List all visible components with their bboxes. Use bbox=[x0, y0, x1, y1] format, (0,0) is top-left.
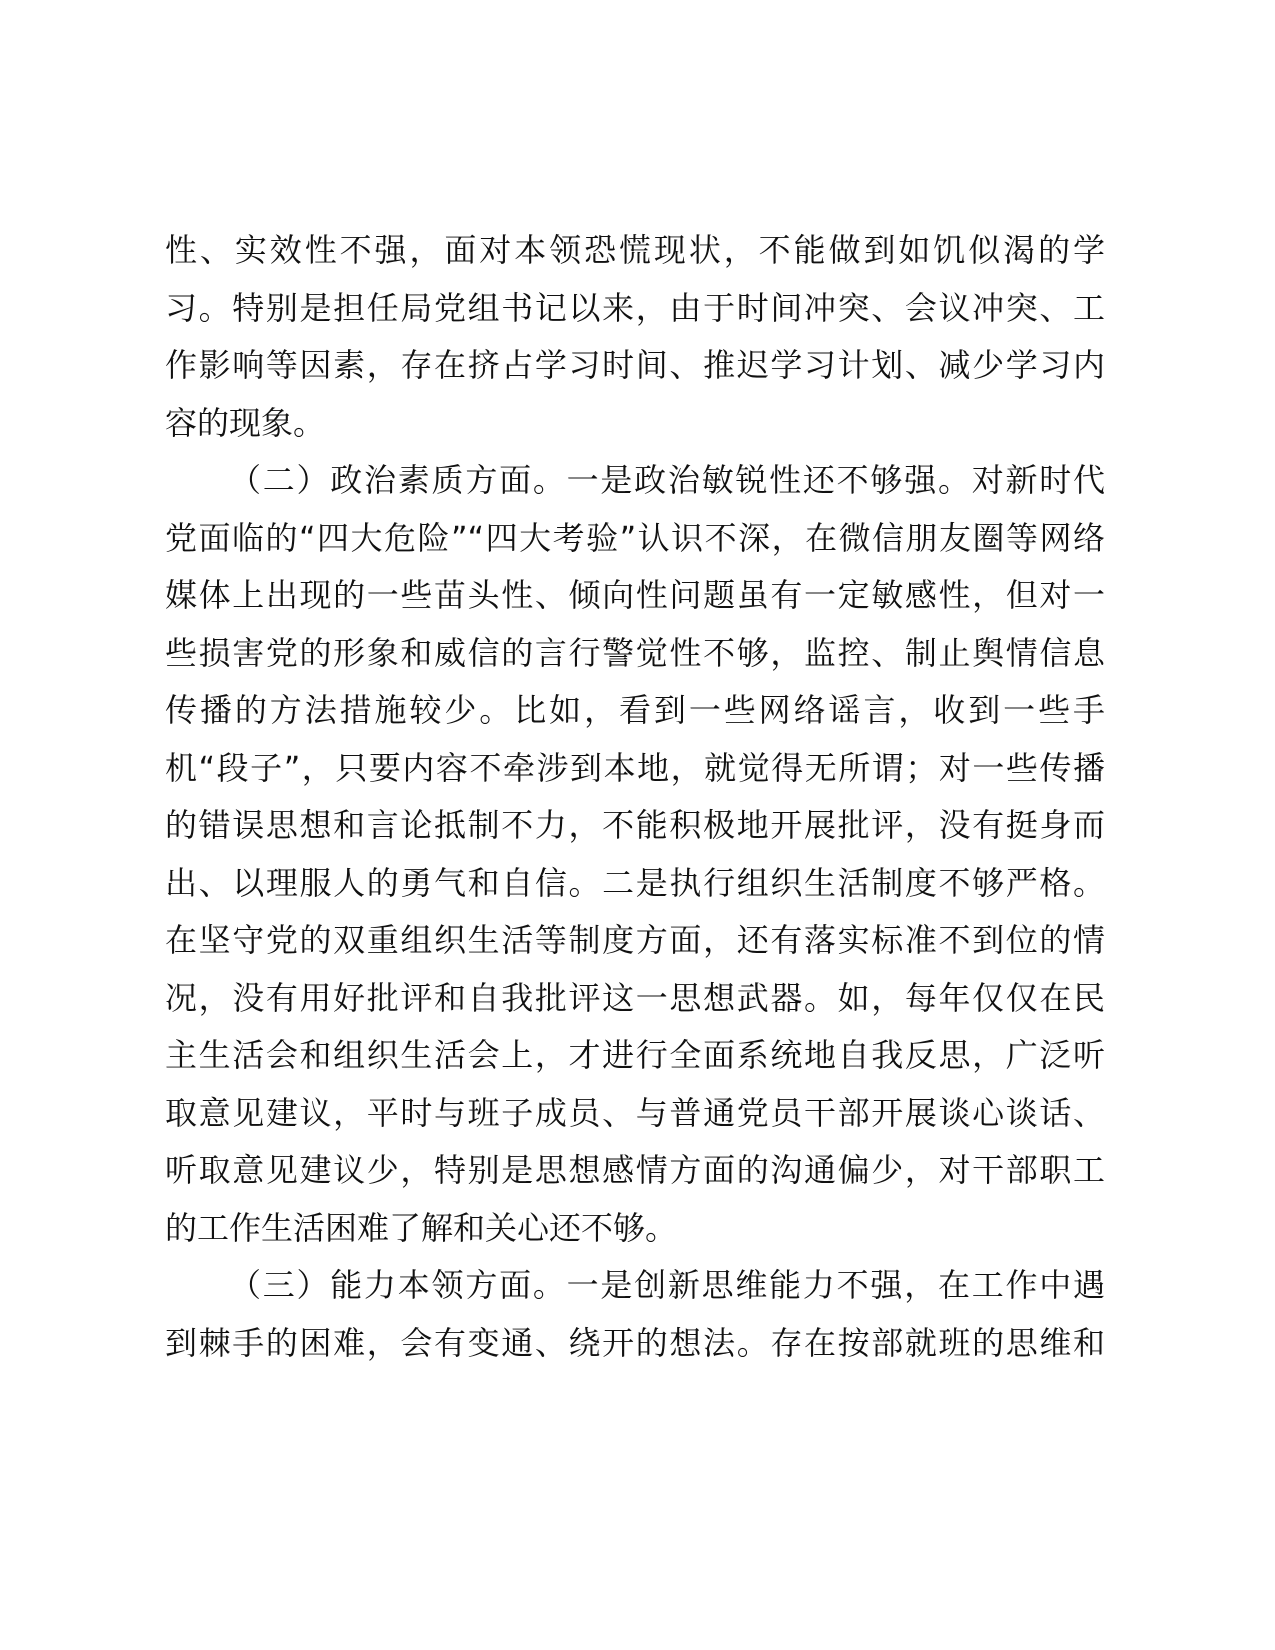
text-line: 到棘手的困难，会有变通、绕开的想法。存在按部就班的思维和 bbox=[165, 1323, 1105, 1362]
text-line: 作影响等因素，存在挤占学习时间、推迟学习计划、减少学习内 bbox=[165, 346, 1105, 384]
text-line: 主生活会和组织生活会上，才进行全面系统地自我反思，广泛听 bbox=[165, 1036, 1105, 1074]
text-line: 性、实效性不强，面对本领恐慌现状，不能做到如饥似渴的学 bbox=[165, 231, 1105, 269]
body-text bbox=[165, 222, 1105, 1372]
text-line: 传播的方法措施较少。比如，看到一些网络谣言，收到一些手 bbox=[165, 691, 1105, 729]
text-line: 况，没有用好批评和自我批评这一思想武器。如，每年仅仅在民 bbox=[165, 978, 1105, 1017]
text-line: 媒体上出现的一些苗头性、倾向性问题虽有一定敏感性，但对一 bbox=[165, 576, 1105, 614]
text-line: 党面临的“四大危险”“四大考验”认识不深，在微信朋友圈等网络 bbox=[165, 518, 1105, 557]
text-line: 的工作生活困难了解和关心还不够。 bbox=[165, 1208, 678, 1247]
text-line: 出、以理服人的勇气和自信。二是执行组织生活制度不够严格。 bbox=[165, 863, 1105, 902]
text-line: （三）能力本领方面。一是创新思维能力不强，在工作中遇 bbox=[229, 1266, 1105, 1304]
text-line: （二）政治素质方面。一是政治敏锐性还不够强。对新时代 bbox=[229, 461, 1105, 499]
text-line: 听取意见建议少，特别是思想感情方面的沟通偏少，对干部职工 bbox=[165, 1151, 1105, 1189]
text-line: 机“段子”，只要内容不牵涉到本地，就觉得无所谓；对一些传播 bbox=[165, 748, 1105, 787]
text-line: 些损害党的形象和威信的言行警觉性不够，监控、制止舆情信息 bbox=[165, 633, 1105, 672]
text-line: 在坚守党的双重组织生活等制度方面，还有落实标准不到位的情 bbox=[165, 921, 1105, 959]
text-line: 容的现象。 bbox=[165, 403, 326, 442]
text-line: 取意见建议，平时与班子成员、与普通党员干部开展谈心谈话、 bbox=[165, 1093, 1105, 1132]
text-line: 习。特别是担任局党组书记以来，由于时间冲突、会议冲突、工 bbox=[165, 288, 1105, 327]
text-line: 的错误思想和言论抵制不力，不能积极地开展批评，没有挺身而 bbox=[165, 806, 1105, 844]
